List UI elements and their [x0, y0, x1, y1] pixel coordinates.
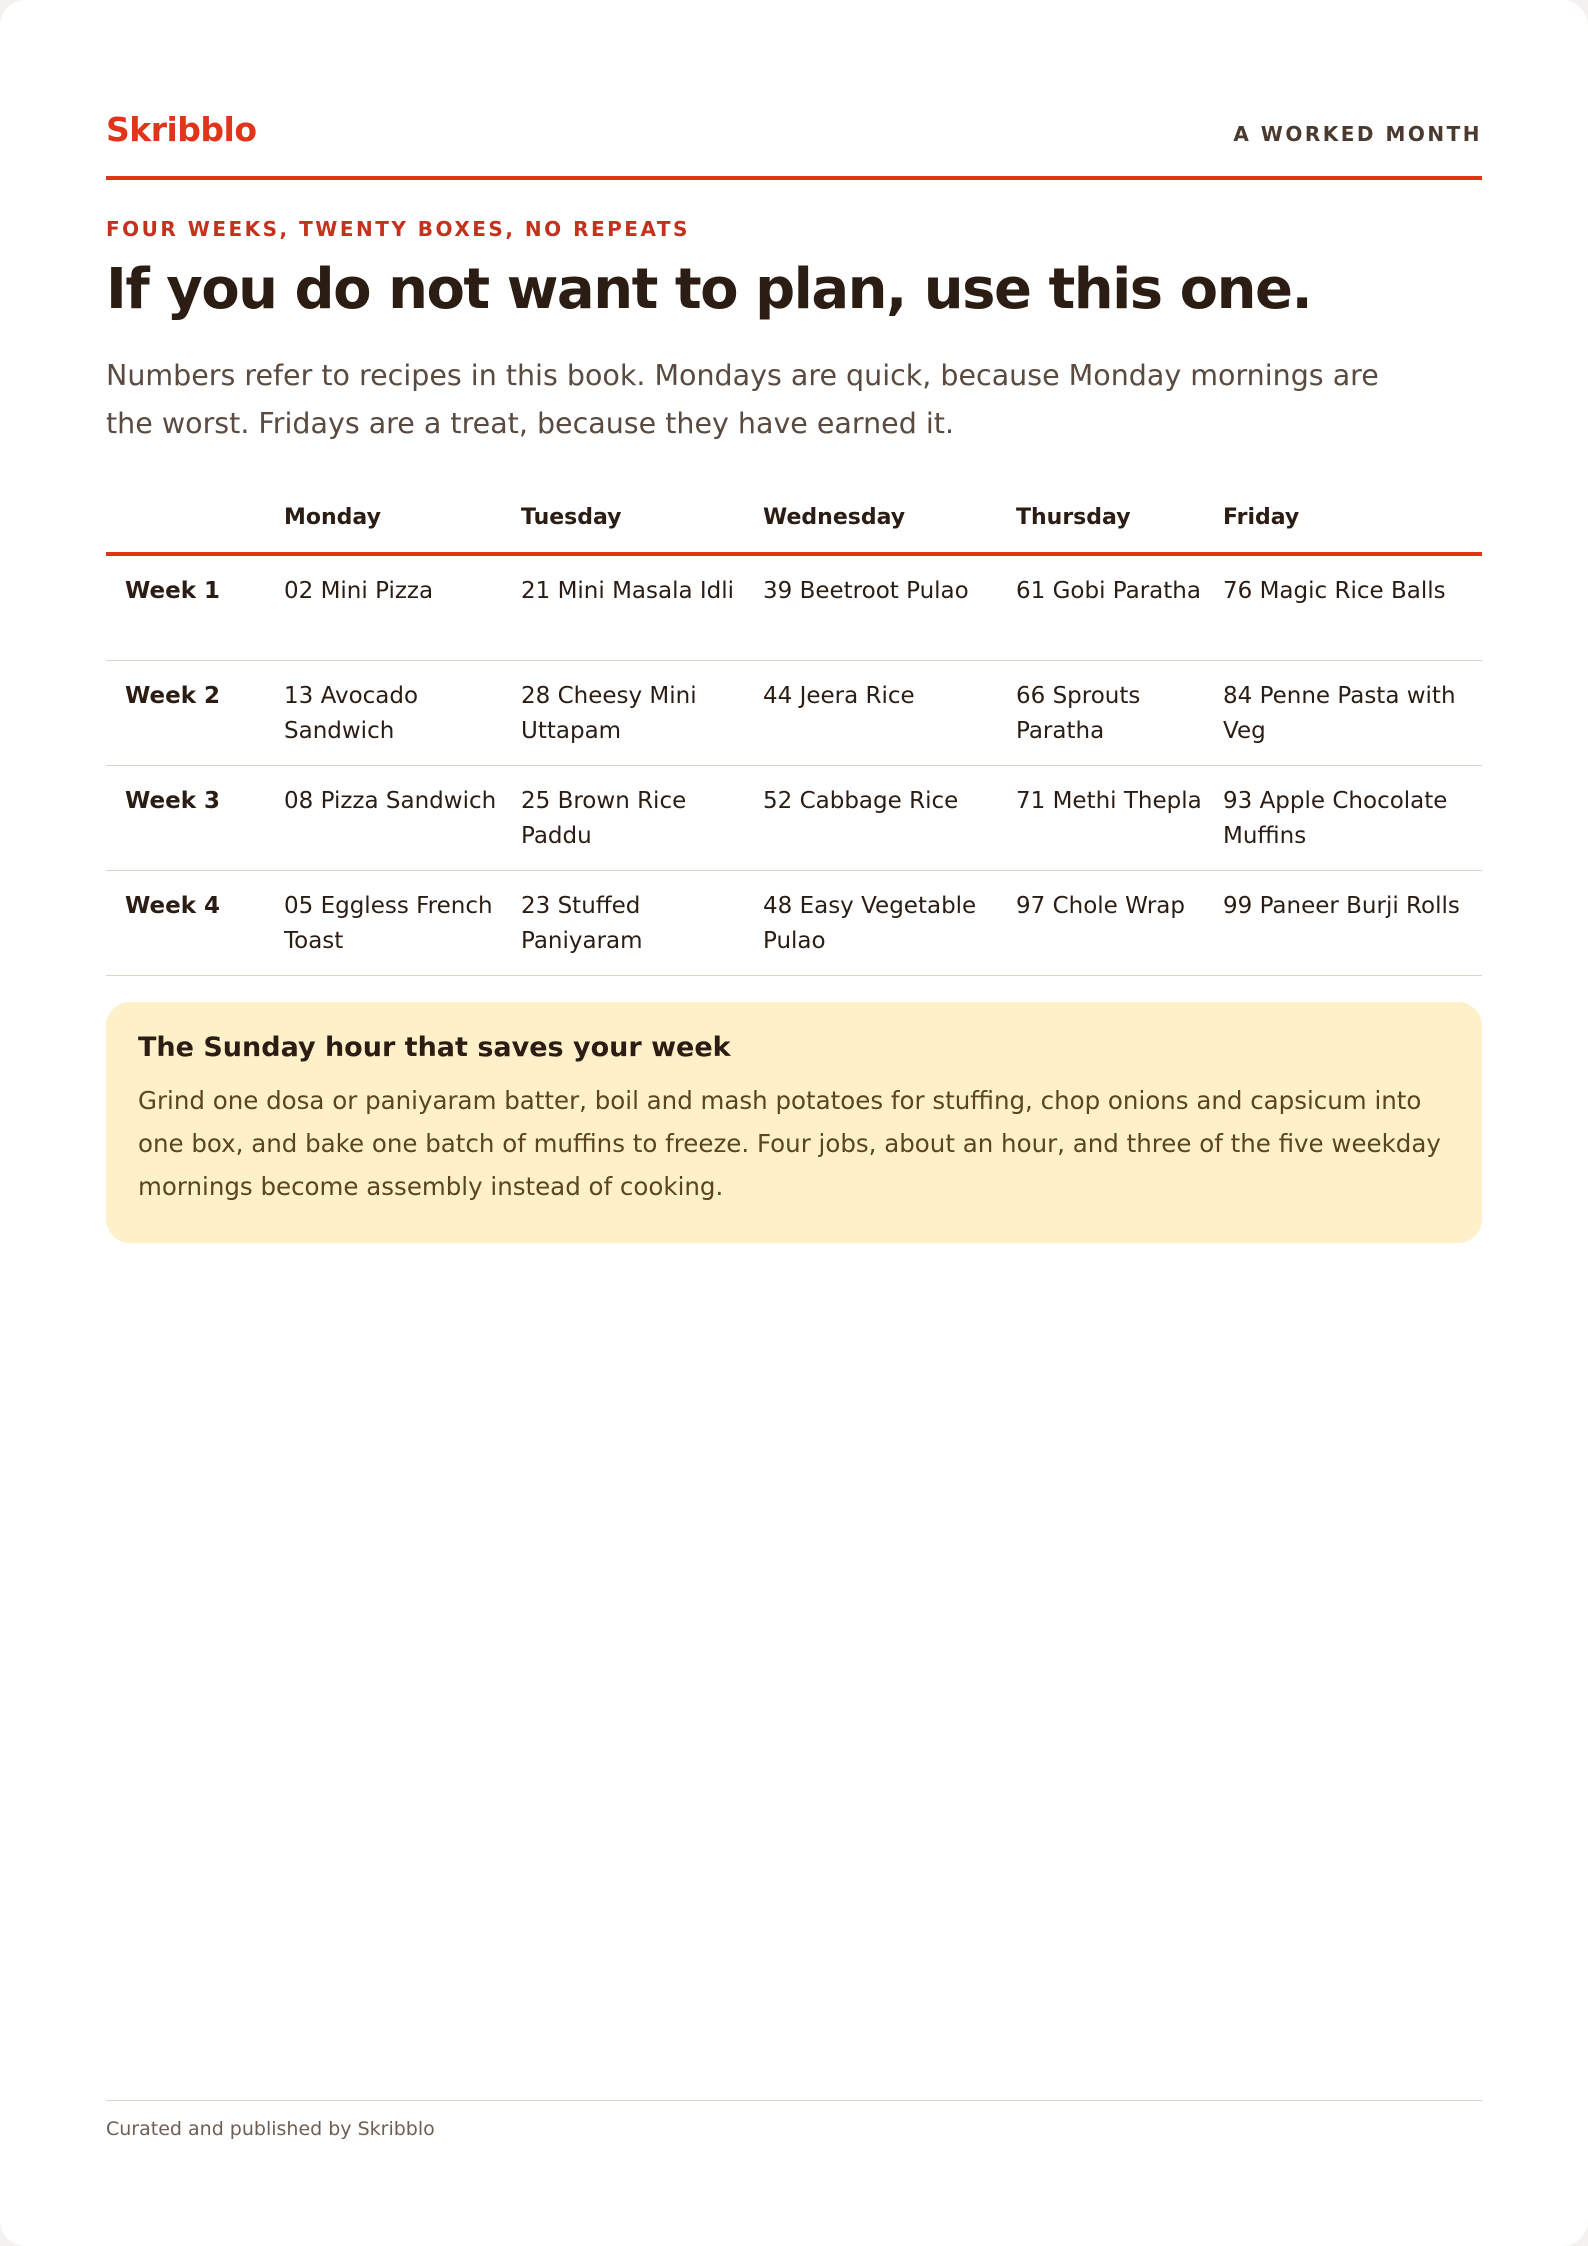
meal-cell: 99 Paneer Burji Rolls	[1223, 871, 1482, 976]
meal-cell: 23 Stuffed Paniyaram	[521, 871, 763, 976]
page-title: If you do not want to plan, use this one.	[106, 257, 1312, 322]
week-label: Week 3	[106, 766, 284, 871]
table-row	[106, 661, 1482, 766]
meal-cell: 52 Cabbage Rice	[763, 766, 1016, 871]
table-header-row	[106, 482, 1482, 554]
meal-cell: 71 Methi Thepla	[1016, 766, 1223, 871]
week-label: Week 2	[106, 661, 284, 766]
meal-cell: 39 Beetroot Pulao	[763, 554, 1016, 661]
meal-cell: 02 Mini Pizza	[284, 554, 521, 661]
meal-cell: 21 Mini Masala Idli	[521, 554, 763, 661]
header-tag: A WORKED MONTH	[1233, 122, 1482, 146]
meal-cell: 61 Gobi Paratha	[1016, 554, 1223, 661]
meal-cell: 08 Pizza Sandwich	[284, 766, 521, 871]
column-header-friday: Friday	[1223, 482, 1482, 554]
meal-cell: 76 Magic Rice Balls	[1223, 554, 1482, 661]
meal-cell: 93 Apple Chocolate Muffins	[1223, 766, 1482, 871]
intro-paragraph: Numbers refer to recipes in this book. Mondays are quick, because Monday mornings are the worst. Fridays are a treat, because they have earned it.	[106, 359, 1379, 440]
column-header	[106, 482, 284, 554]
meal-cell: 13 Avocado Sandwich	[284, 661, 521, 766]
column-header-thursday: Thursday	[1016, 482, 1223, 554]
meal-cell: 28 Cheesy Mini Uttapam	[521, 661, 763, 766]
table-row	[106, 871, 1482, 976]
meal-cell: 25 Brown Rice Paddu	[521, 766, 763, 871]
tip-title: The Sunday hour that saves your week	[138, 1032, 731, 1063]
table-row	[106, 766, 1482, 871]
footer: Curated and published by Skribblo	[106, 2100, 1482, 2140]
column-header-tuesday: Tuesday	[521, 482, 763, 554]
sunday-tip-box	[106, 1002, 1482, 1243]
tip-body: Grind one dosa or paniyaram batter, boil and mash potatoes for stuffing, chop onions and capsicum into one box, and bake one batch of muffins to freeze. Four jobs, about an hour, and three of the five weekday mornings become assembly instead of cooking.	[138, 1086, 1441, 1201]
meal-plan-table	[106, 482, 1482, 976]
brand-logo: Skribblo	[106, 110, 257, 149]
meal-cell: 97 Chole Wrap	[1016, 871, 1223, 976]
meal-cell: 84 Penne Pasta with Veg	[1223, 661, 1482, 766]
meal-cell: 48 Easy Vegetable Pulao	[763, 871, 1016, 976]
column-header-monday: Monday	[284, 482, 521, 554]
meal-cell: 44 Jeera Rice	[763, 661, 1016, 766]
table-row	[106, 554, 1482, 661]
meal-cell: 66 Sprouts Paratha	[1016, 661, 1223, 766]
week-label: Week 4	[106, 871, 284, 976]
week-label: Week 1	[106, 554, 284, 661]
column-header-wednesday: Wednesday	[763, 482, 1016, 554]
meal-cell: 05 Eggless French Toast	[284, 871, 521, 976]
header	[106, 100, 1482, 180]
kicker: FOUR WEEKS, TWENTY BOXES, NO REPEATS	[106, 217, 690, 241]
